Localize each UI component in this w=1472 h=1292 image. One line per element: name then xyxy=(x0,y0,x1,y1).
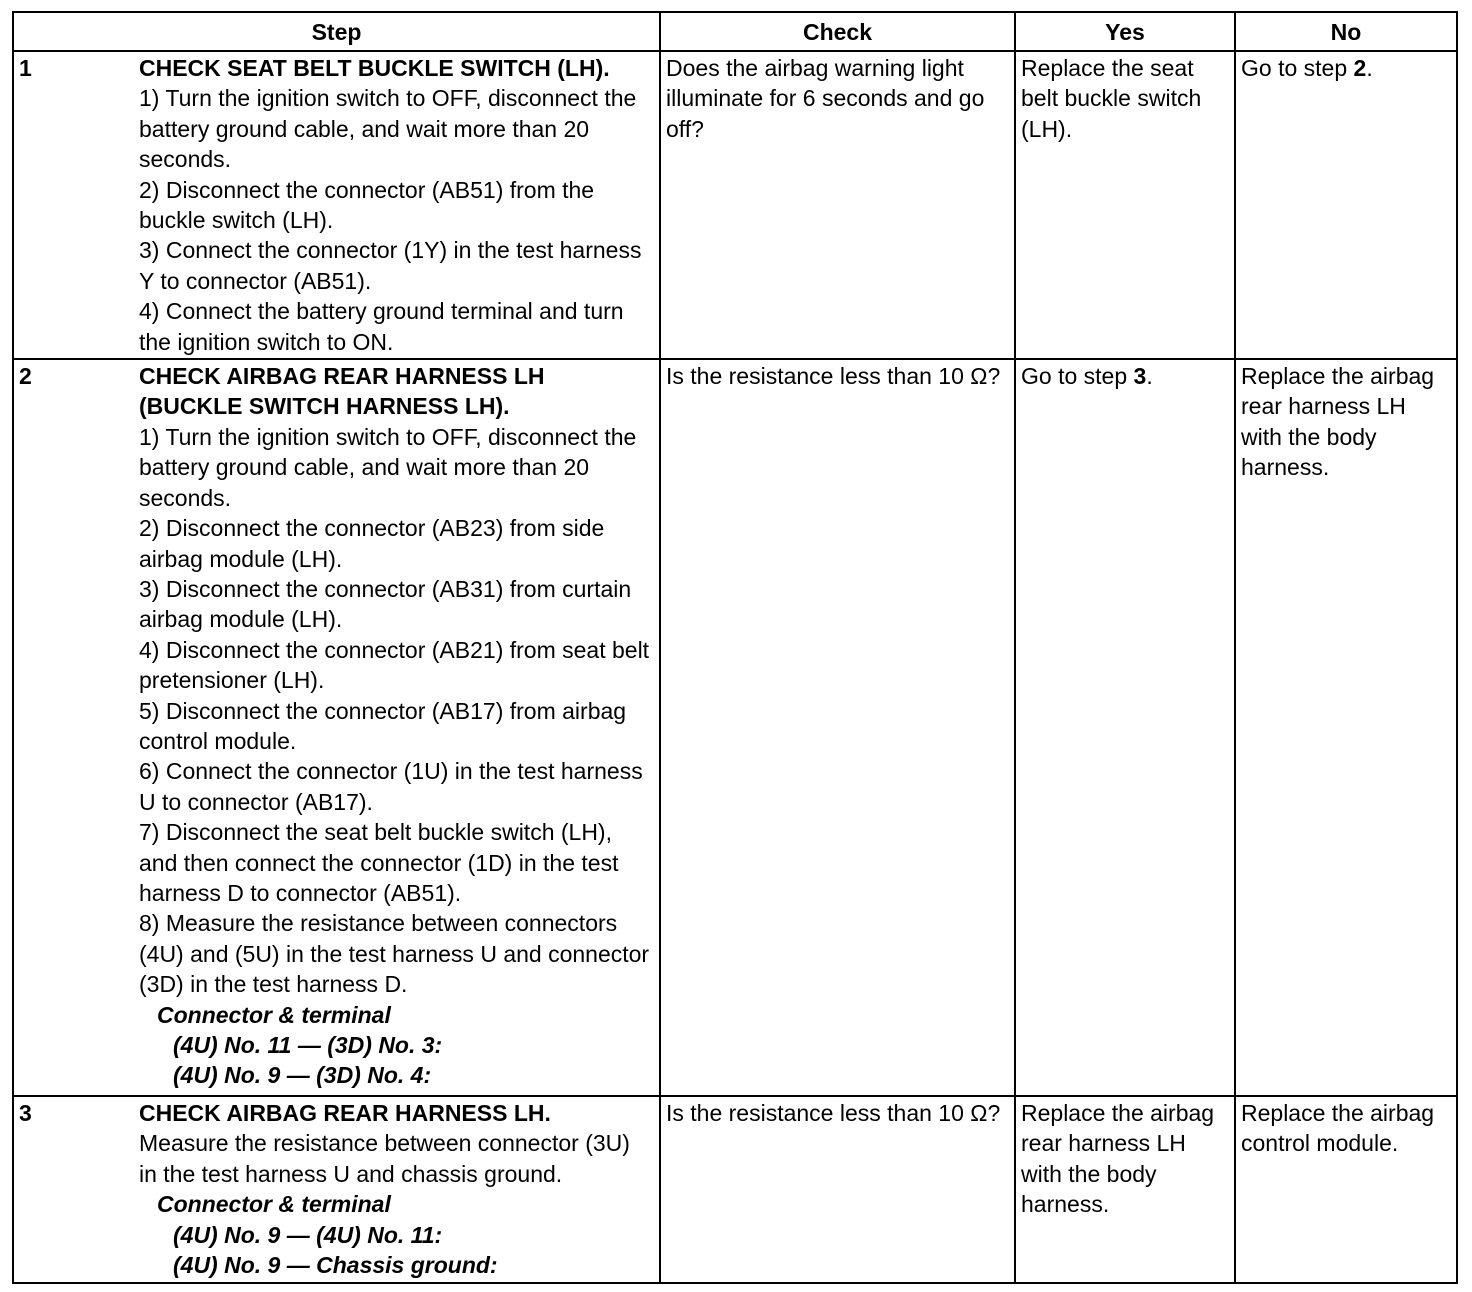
step-instruction: 2) Disconnect the connector (AB23) from side airbag module (LH). xyxy=(139,515,605,572)
no-suffix: . xyxy=(1366,55,1373,81)
connector-terminal-item: (4U) No. 9 — (3D) No. 4: xyxy=(173,1062,432,1089)
step-instruction: 5) Disconnect the connector (AB17) from airbag control module. xyxy=(139,697,627,754)
connector-terminal-item: (4U) No. 9 — (4U) No. 11: xyxy=(173,1221,443,1248)
step-cell xyxy=(13,359,660,1096)
connector-terminal-label: Connector & terminal xyxy=(157,1191,391,1218)
step-title: CHECK SEAT BELT BUCKLE SWITCH (LH). xyxy=(139,55,610,81)
step-number: 2 xyxy=(19,363,32,390)
no-text: Go to step xyxy=(1241,55,1354,81)
step-title: CHECK AIRBAG REAR HARNESS LH. xyxy=(139,1100,551,1127)
check-cell: Is the resistance less than 10 Ω? xyxy=(660,1096,1015,1283)
table-row xyxy=(13,51,1457,359)
connector-terminal-item: (4U) No. 11 — (3D) No. 3: xyxy=(173,1032,443,1058)
step-instruction: 1) Turn the ignition switch to OFF, disconnect the battery ground cable, and wait more than 20 seconds. xyxy=(139,423,637,511)
check-cell: Is the resistance less than 10 Ω? xyxy=(660,359,1015,1096)
step-instruction: Measure the resistance between connector (3U) in the test harness U and chassis ground. xyxy=(139,1130,630,1187)
step-cell xyxy=(13,51,660,359)
step-instruction: 8) Measure the resistance between connectors (4U) and (5U) in the test harness U and connector (3D) in the test harness D. xyxy=(139,910,650,998)
step-instruction: 3) Connect the connector (1Y) in the test harness Y to connector (AB51). xyxy=(139,237,642,294)
header-check: Check xyxy=(660,12,1015,51)
step-instruction: 6) Connect the connector (1U) in the test harness U to connector (AB17). xyxy=(139,758,643,815)
step-reference: 3 xyxy=(1133,363,1147,390)
header-no: No xyxy=(1235,12,1457,51)
step-instruction: 2) Disconnect the connector (AB51) from the buckle switch (LH). xyxy=(139,176,595,234)
yes-cell: Replace the seat belt buckle switch (LH). xyxy=(1015,51,1235,359)
header-row xyxy=(13,12,1457,51)
no-cell: Replace the airbag control module. xyxy=(1235,1096,1457,1283)
table-row xyxy=(13,359,1457,1096)
yes-cell: Replace the airbag rear harness LH with the body harness. xyxy=(1015,1096,1235,1283)
step-instruction: 1) Turn the ignition switch to OFF, disconnect the battery ground cable, and wait more than 20 seconds. xyxy=(139,85,637,173)
yes-suffix: . xyxy=(1146,363,1153,390)
header-step: Step xyxy=(13,12,660,51)
connector-terminal-item: (4U) No. 9 — Chassis ground: xyxy=(173,1252,498,1279)
check-cell: Does the airbag warning light illuminate for 6 seconds and go off? xyxy=(660,51,1015,359)
step-instruction: 4) Disconnect the connector (AB21) from seat belt pretensioner (LH). xyxy=(139,636,650,694)
step-number: 1 xyxy=(19,55,32,81)
no-cell: Replace the airbag rear harness LH with the body harness. xyxy=(1235,359,1457,1096)
step-instruction: 7) Disconnect the seat belt buckle switch (LH), and then connect the connector (1D) in the test harness D to connector (AB51). xyxy=(139,819,619,906)
yes-text: Go to step xyxy=(1021,363,1134,390)
diagnostic-table xyxy=(12,11,1458,1284)
yes-cell xyxy=(1015,359,1235,1096)
step-reference: 2 xyxy=(1353,55,1367,81)
connector-terminal-label: Connector & terminal xyxy=(157,1001,391,1028)
table-row xyxy=(13,1096,1457,1283)
step-cell xyxy=(13,1096,660,1283)
step-instruction: 3) Disconnect the connector (AB31) from curtain airbag module (LH). xyxy=(139,575,632,633)
step-instruction: 4) Connect the battery ground terminal and turn the ignition switch to ON. xyxy=(139,298,624,355)
step-title: CHECK AIRBAG REAR HARNESS LH (BUCKLE SWITCH HARNESS LH). xyxy=(139,363,545,420)
header-yes: Yes xyxy=(1015,12,1235,51)
no-cell xyxy=(1235,51,1457,359)
step-number: 3 xyxy=(19,1100,32,1127)
